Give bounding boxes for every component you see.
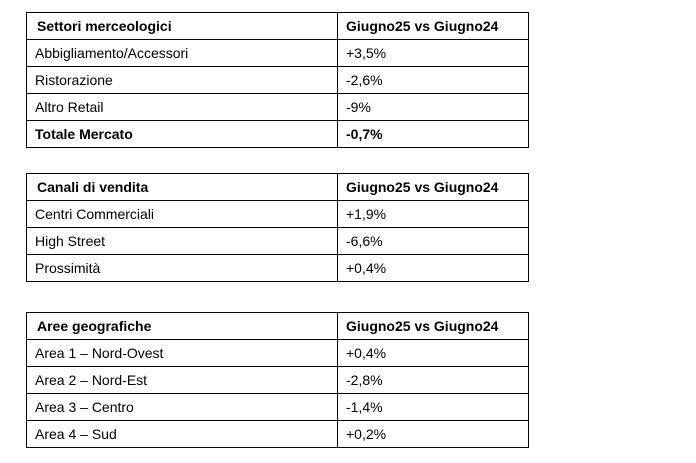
table-row [27, 340, 529, 367]
row-value: -6,6% [338, 228, 529, 255]
table-row [27, 255, 529, 282]
table-row [27, 228, 529, 255]
table-row [27, 421, 529, 448]
row-label: Area 3 – Centro [27, 394, 338, 421]
column-header: Giugno25 vs Giugno24 [338, 13, 529, 40]
row-label: Altro Retail [27, 94, 338, 121]
row-value: -2,6% [338, 67, 529, 94]
table-total-row [27, 121, 529, 148]
table-row [27, 201, 529, 228]
table-settori-merceologici [26, 12, 529, 148]
row-value: +0,2% [338, 421, 529, 448]
row-value: -9% [338, 94, 529, 121]
row-value: -0,7% [338, 121, 529, 148]
table-row [27, 67, 529, 94]
column-header: Settori merceologici [27, 13, 338, 40]
row-value: -1,4% [338, 394, 529, 421]
row-label: Totale Mercato [27, 121, 338, 148]
column-header: Aree geografiche [27, 313, 338, 340]
row-value: +3,5% [338, 40, 529, 67]
row-label: Abbigliamento/Accessori [27, 40, 338, 67]
table-aree-geografiche [26, 312, 529, 448]
row-label: Area 2 – Nord-Est [27, 367, 338, 394]
row-label: Ristorazione [27, 67, 338, 94]
table-row [27, 367, 529, 394]
row-value: -2,8% [338, 367, 529, 394]
table-header-row [27, 313, 529, 340]
table-header-row [27, 174, 529, 201]
column-header: Canali di vendita [27, 174, 338, 201]
table-header-row [27, 13, 529, 40]
row-label: Area 4 – Sud [27, 421, 338, 448]
row-value: +1,9% [338, 201, 529, 228]
row-label: Centri Commerciali [27, 201, 338, 228]
table-canali-di-vendita [26, 173, 529, 282]
table-row [27, 394, 529, 421]
table-row [27, 40, 529, 67]
column-header: Giugno25 vs Giugno24 [338, 174, 529, 201]
row-label: Area 1 – Nord-Ovest [27, 340, 338, 367]
row-value: +0,4% [338, 340, 529, 367]
row-value: +0,4% [338, 255, 529, 282]
row-label: High Street [27, 228, 338, 255]
row-label: Prossimità [27, 255, 338, 282]
table-row [27, 94, 529, 121]
column-header: Giugno25 vs Giugno24 [338, 313, 529, 340]
